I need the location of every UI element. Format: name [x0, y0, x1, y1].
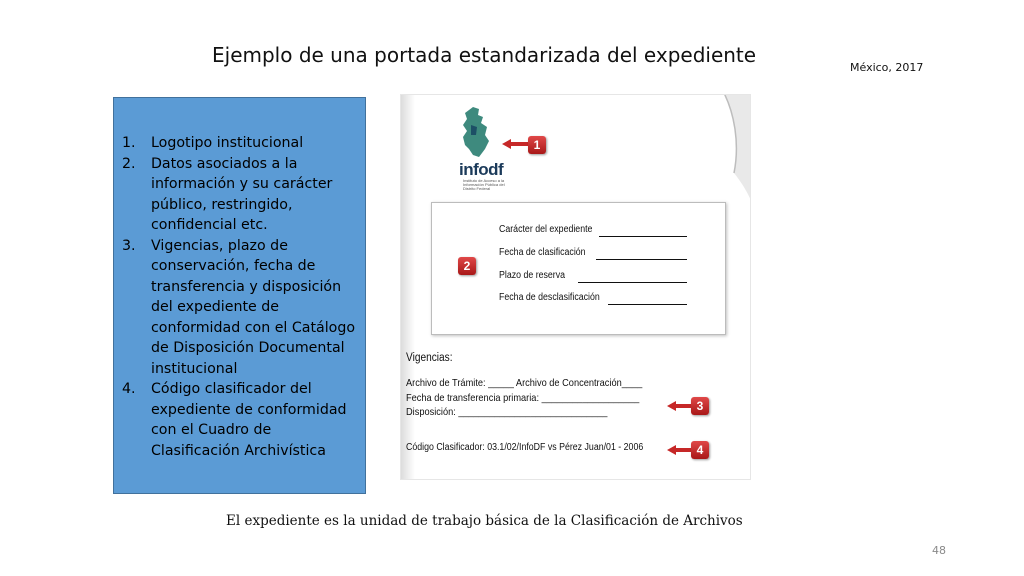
list-item-text: Código clasificador del expediente de conformidad con el Cuadro de Clasificación Archivística: [151, 381, 347, 459]
slide-caption: El expediente es la unidad de trabajo básica de la Clasificación de Archivos: [226, 513, 743, 529]
cover-shadow: [401, 95, 415, 479]
vigencias-line: Disposición: _____________________________: [406, 406, 608, 418]
field-label: Fecha de desclasificación: [499, 292, 600, 303]
description-list-box: [113, 97, 366, 494]
list-item-text: Vigencias, plazo de conservación, fecha de transferencia y disposición del expediente de conformidad con el Catálogo de Disposición Documental institucional: [151, 237, 356, 377]
list-item-number: 4.: [122, 381, 136, 397]
logo-text: infodf: [459, 160, 504, 179]
list-item-number: 1.: [122, 135, 136, 151]
field-label: Plazo de reserva: [499, 270, 566, 281]
field-line: [578, 282, 687, 283]
field-line: [599, 236, 687, 237]
arrow-left-icon: [667, 401, 693, 411]
field-label: Fecha de clasificación: [499, 247, 586, 258]
file-cover-image: [401, 95, 750, 479]
institution-logo-icon: [459, 105, 493, 161]
list-item: [122, 236, 362, 380]
arrow-left-icon: [667, 445, 693, 455]
slide-title: Ejemplo de una portada estandarizada del expediente: [212, 43, 757, 67]
callout-badge: 1: [528, 136, 546, 154]
callout-badge: 4: [691, 441, 709, 459]
list-item-text: Logotipo institucional: [151, 135, 304, 151]
list-item-text: Datos asociados a la información y su carácter público, restringido, confidencial etc.: [151, 155, 333, 233]
list-item: [122, 133, 362, 154]
callout-badge: 3: [691, 397, 709, 415]
page-number: 48: [932, 544, 946, 557]
vigencias-title: Vigencias:: [406, 352, 453, 364]
list-item-number: 3.: [122, 237, 136, 254]
field-label: Carácter del expediente: [499, 224, 593, 235]
vigencias-line: Archivo de Trámite: _____ Archivo de Concentración____: [406, 377, 643, 389]
page-curl: [704, 95, 750, 203]
field-line: [608, 304, 687, 305]
list-item: [122, 154, 362, 236]
logo-subtext: Instituto de Acceso a la Información Pública del Distrito Federal: [463, 178, 505, 191]
vigencias-line: Fecha de transferencia primaria: ___________________: [406, 392, 640, 404]
slide-date: México, 2017: [850, 61, 924, 74]
field-line: [596, 259, 687, 260]
callout-badge: 2: [458, 257, 476, 275]
codigo-clasificador: Código Clasificador: 03.1/02/InfoDF vs Pérez Juan/01 - 2006: [406, 442, 644, 453]
arrow-left-icon: [502, 139, 528, 149]
numbered-list: [122, 133, 362, 461]
list-item-number: 2.: [122, 155, 136, 172]
list-item: [122, 379, 362, 461]
